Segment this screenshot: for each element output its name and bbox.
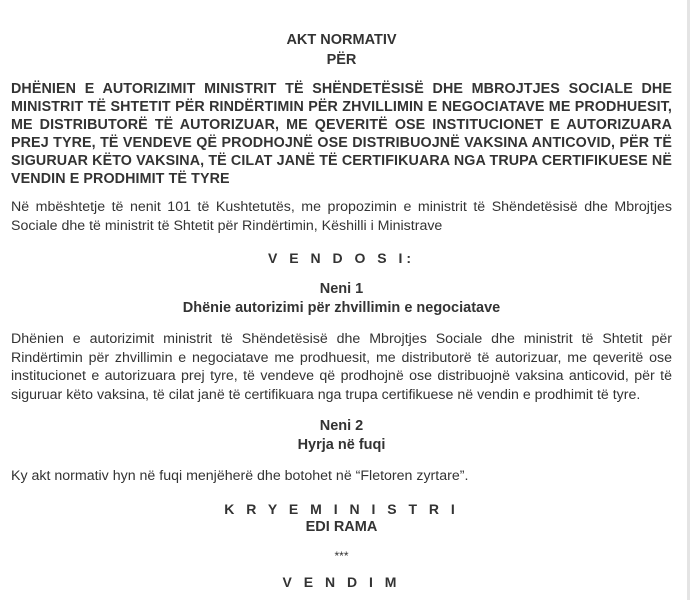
- document-type-line-1: AKT NORMATIV: [286, 32, 397, 48]
- signer-role: K R Y E M I N I S T R I: [224, 500, 459, 517]
- document-content: [11, 30, 672, 591]
- article-1-title: Dhënie autorizimi për zhvillimin e negociatave: [182, 300, 501, 316]
- article-1: [11, 280, 672, 404]
- legal-basis-paragraph: Në mbështetje të nenit 101 të Kushtetutës, me propozimin e ministrit të Shëndetësisë dhe Mbrojtjes Sociale dhe të ministrit të Shtetit për Rindërtimin, Këshilli i Ministrave: [11, 199, 672, 234]
- document-title: DHËNIEN E AUTORIZIMIT MINISTRIT TË SHËNDETËSISË DHE MBROJTJES SOCIALE DHE MINISTRIT TË SHTETIT PËR RINDËRTIMIN PËR ZHVILLIMIN E NEGOCIATAVE ME PRODHUESIT, ME DISTRIBUTORË TË AUTORIZUAR, ME QEVERITË OSE INSTITUCIONET E AUTORIZUARA PREJ TYRE, TË VENDEVE QË PRODHOJNË OSE DISTRIBUOJNË VAKSINA ANTICOVID, PËR TË SIGURUAR KËTO VAKSINA, TË CILAT JANË TË CERTIFIKUARA NGA TRUPA CERTIFIKUESE NË VENDIN E PRODHIMIT TË TYRE: [11, 81, 672, 187]
- article-2-number: Neni 2: [319, 418, 364, 434]
- document-type-line-2: PËR: [326, 52, 357, 68]
- section-separator: ***: [334, 548, 349, 563]
- article-2: [11, 417, 672, 486]
- article-2-title: Hyrja në fuqi: [297, 437, 386, 453]
- article-1-text: Dhënien e autorizimit ministrit të Shëndetësisë dhe Mbrojtjes Sociale dhe ministrit të Shtetit për Rindërtimin për zhvillimin e negociatave me prodhuesit, me distributorë të autorizuar, me qeveritë ose institucionet e autorizuara prej tyre, të vendeve që prodhojnë ose distribuojnë vaksina anticovid, për të siguruar këto vaksina, të cilat janë të certifikuara nga trupa certifikuese në vendin e prodhimit të tyre.: [11, 331, 672, 403]
- document-type: [11, 30, 672, 70]
- decides-heading: V E N D O S I:: [267, 250, 415, 266]
- article-2-text: Ky akt normativ hyn në fuqi menjëherë dhe botohet në “Fletoren zyrtare”.: [11, 468, 469, 484]
- next-document-heading: V E N D I M: [282, 573, 401, 590]
- article-1-number: Neni 1: [319, 281, 364, 297]
- signer-name: EDI RAMA: [305, 518, 378, 535]
